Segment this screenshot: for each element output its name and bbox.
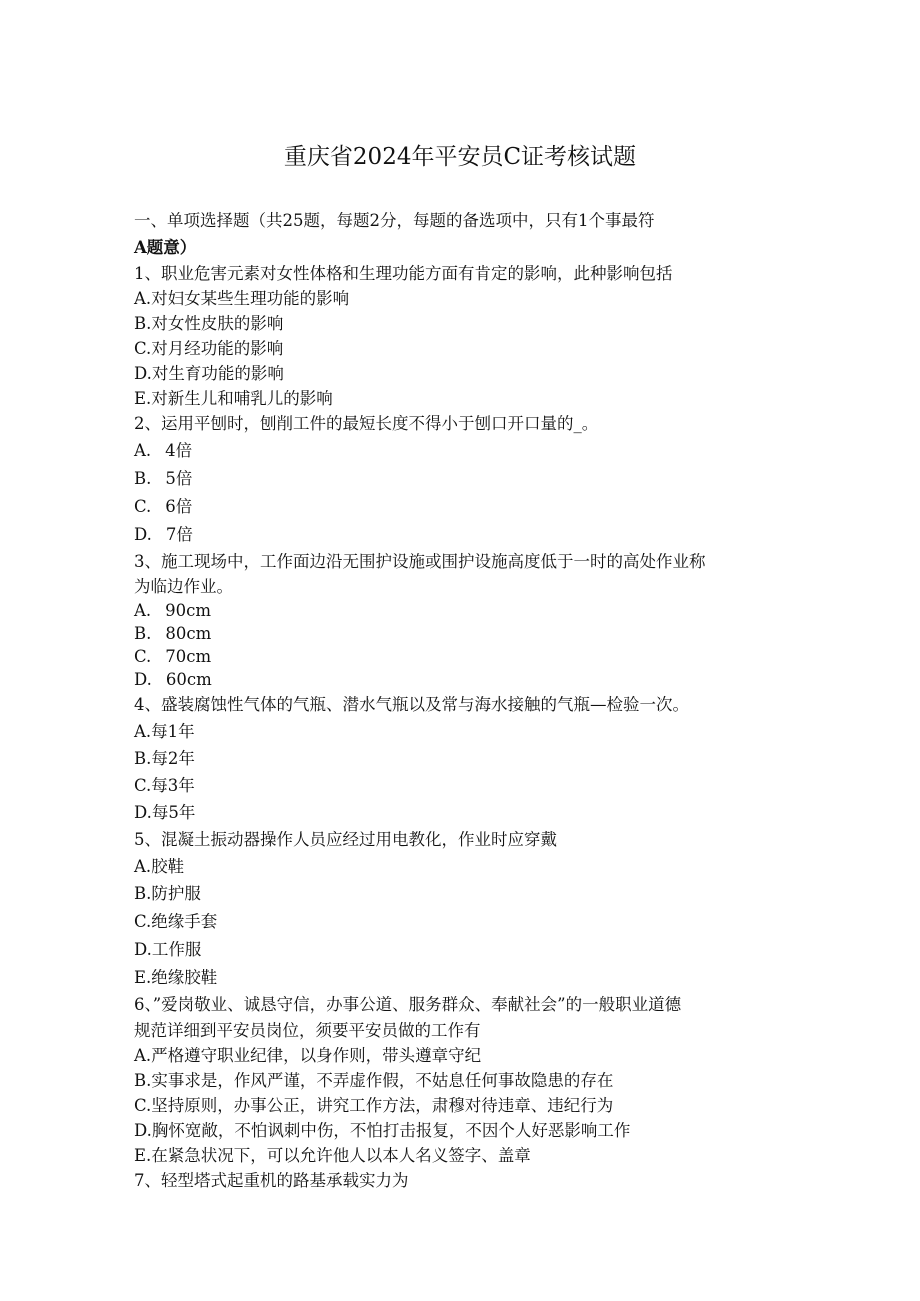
question-1-option-e: E.对新生儿和哺乳儿的影响 — [134, 389, 333, 408]
option-value: 7倍 — [165, 525, 193, 544]
document-title: 重庆省2024年平安员C证考核试题 — [283, 144, 637, 170]
question-6-option-e: E.在紧急状况下，可以允许他人以本人名义签字、盖章 — [134, 1146, 531, 1165]
question-5-stem: 5、混凝土振动器操作人员应经过用电教化，作业时应穿戴 — [134, 830, 557, 849]
question-5-option-b: B.防护服 — [134, 884, 201, 903]
question-4-option-a: A.每1年 — [134, 722, 195, 741]
option-letter: B. — [134, 469, 152, 488]
option-value: 5倍 — [165, 469, 193, 488]
question-3-option-d — [134, 668, 794, 691]
option-value: 4倍 — [165, 441, 193, 460]
question-6-stem: 6、”爱岗敬业、诚恳守信，办事公道、服务群众、奉献社会”的一般职业道德 — [134, 995, 682, 1014]
question-list — [134, 208, 794, 1193]
question-2-option-a — [134, 437, 794, 465]
option-value: 80cm — [165, 624, 212, 643]
question-7-stem: 7、轻型塔式起重机的路基承载实力为 — [134, 1171, 409, 1190]
question-6-option-c: C.坚持原则，办事公正，讲究工作方法，肃穆对待违章、违纪行为 — [134, 1096, 614, 1115]
option-value: 90cm — [165, 601, 212, 620]
option-letter: A. — [134, 441, 152, 460]
question-4-option-c: C.每3年 — [134, 776, 195, 795]
section-intro: 一、单项选择题（共25题，每题2分，每题的备选项中，只有1个事最符 — [134, 211, 655, 230]
option-letter: C. — [134, 647, 152, 666]
question-1-option-a: A.对妇女某些生理功能的影响 — [134, 289, 350, 308]
question-3-stem-cont: 为临边作业。 — [134, 577, 233, 596]
question-6-option-a: A.严格遵守职业纪律，以身作则，带头遵章守纪 — [134, 1046, 482, 1065]
option-letter: C. — [134, 497, 152, 516]
option-letter: D. — [134, 670, 152, 689]
option-letter: B. — [134, 624, 152, 643]
question-1-option-d: D.对生育功能的影响 — [134, 364, 284, 383]
question-2-option-d — [134, 521, 794, 549]
question-2-stem: 2、运用平刨时，刨削工件的最短长度不得小于刨口开口量的_。 — [134, 414, 599, 433]
question-3-option-b — [134, 622, 794, 645]
question-2-option-b — [134, 465, 794, 493]
question-3-option-a — [134, 599, 794, 622]
question-6-option-d: D.胸怀宽敞，不怕讽刺中伤，不怕打击报复，不因个人好恶影响工作 — [134, 1121, 631, 1140]
option-letter: A. — [134, 601, 152, 620]
option-value: 6倍 — [165, 497, 193, 516]
question-1-stem: 1、职业危害元素对女性体格和生理功能方面有肯定的影响，此种影响包括 — [134, 264, 673, 283]
question-5-option-a: A.胶鞋 — [134, 857, 185, 876]
question-5-option-c: C.绝缘手套 — [134, 912, 218, 931]
option-value: 60cm — [165, 670, 212, 689]
question-6-stem-cont: 规范详细到平安员岗位，须要平安员做的工作有 — [134, 1021, 481, 1040]
question-2-option-c — [134, 493, 794, 521]
section-intro-cont: A题意） — [134, 238, 197, 257]
question-5-option-e: E.绝缘胶鞋 — [134, 968, 218, 987]
question-4-stem: 4、盛装腐蚀性气体的气瓶、潜水气瓶以及常与海水接触的气瓶—检验一次。 — [134, 695, 689, 714]
question-4-option-b: B.每2年 — [134, 749, 195, 768]
question-5-option-d: D.工作服 — [134, 940, 202, 959]
question-4-option-d: D.每5年 — [134, 803, 196, 822]
option-value: 70cm — [165, 647, 212, 666]
question-3-option-c — [134, 645, 794, 668]
question-1-option-b: B.对女性皮肤的影响 — [134, 314, 284, 333]
question-6-option-b: B.实事求是，作风严谨，不弄虚作假，不姑息任何事故隐患的存在 — [134, 1071, 614, 1090]
question-1-option-c: C.对月经功能的影响 — [134, 339, 284, 358]
option-letter: D. — [134, 525, 152, 544]
question-3-stem: 3、施工现场中，工作面边沿无围护设施或围护设施高度低于一时的高处作业称 — [134, 552, 706, 571]
